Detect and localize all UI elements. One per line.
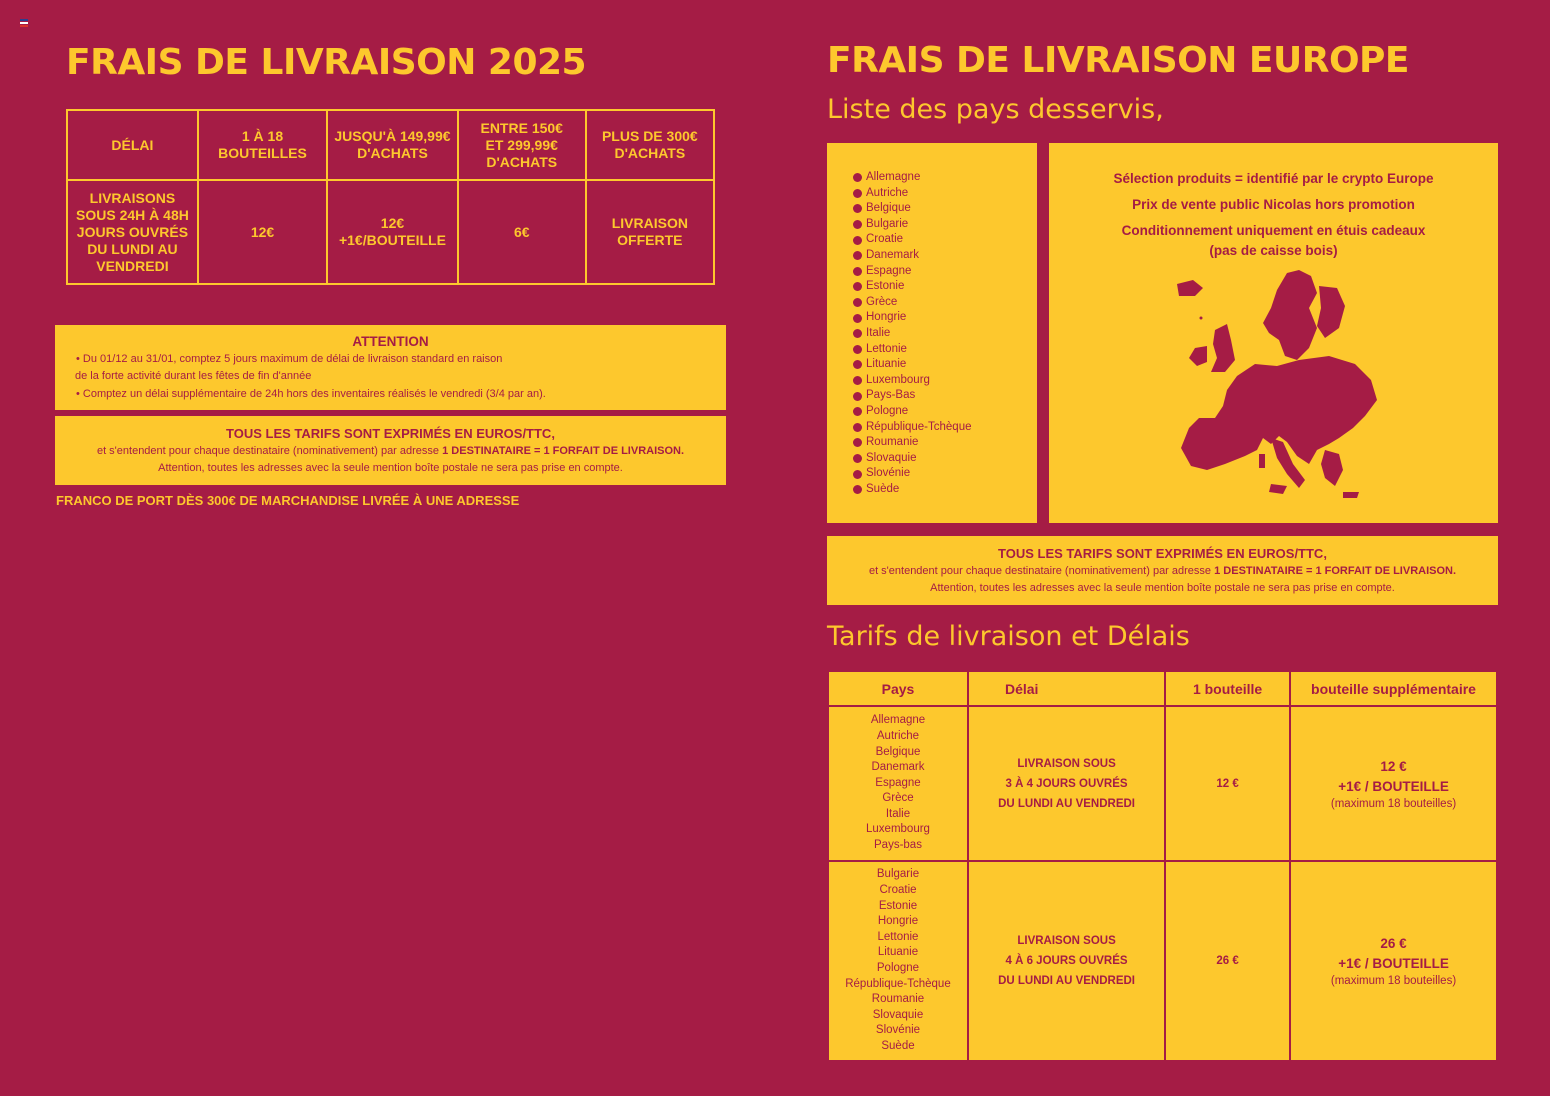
bullet-icon — [853, 407, 862, 416]
country-name: Pays-bas — [874, 839, 922, 852]
bullet-icon — [853, 298, 862, 307]
europe-map-icon — [1159, 268, 1389, 508]
bullet-icon — [853, 454, 862, 463]
country-name: Italie — [885, 807, 911, 820]
attention-line: • Du 01/12 au 31/01, comptez 5 jours maximum de délai de livraison standard en raison — [76, 353, 503, 365]
table-cell: 6€ — [458, 180, 586, 284]
attention-line: • Comptez un délai supplémentaire de 24h hors des inventaires réalisés le vendredi (3/4 par an). — [76, 388, 546, 400]
bullet-icon — [853, 236, 862, 245]
bullet-icon — [853, 376, 862, 385]
delay-line: DU LUNDI AU VENDREDI — [998, 975, 1136, 987]
country-name: Autriche — [866, 186, 909, 199]
table-header: DÉLAI — [67, 110, 198, 180]
tarifs-note-line: Attention, toutes les adresses avec la seule mention boîte postale ne sera pas prise en compte. — [930, 582, 1395, 594]
table-cell-delay — [968, 706, 1165, 861]
bullet-icon — [853, 423, 862, 432]
table-header: 1 bouteille — [1165, 671, 1290, 706]
country-item — [853, 357, 972, 373]
country-name: Pologne — [866, 404, 909, 417]
tarifs-note-title: TOUS LES TARIFS SONT EXPRIMÉS EN EUROS/TTC, — [226, 426, 555, 441]
country-item — [853, 326, 972, 342]
country-name: Lituanie — [866, 358, 907, 371]
tarifs-note-title: TOUS LES TARIFS SONT EXPRIMÉS EN EUROS/TTC, — [998, 546, 1327, 561]
table-row — [828, 861, 1497, 1061]
country-name: Roumanie — [871, 993, 925, 1006]
country-item — [853, 451, 972, 467]
extra-price: 12 € — [1380, 758, 1407, 774]
bullet-icon — [853, 470, 862, 479]
country-name: Pays-Bas — [866, 389, 916, 402]
country-name: Belgique — [875, 745, 921, 758]
bullet-icon — [853, 329, 862, 338]
country-name: Hongrie — [866, 311, 907, 324]
country-item — [853, 248, 972, 264]
table-cell-extra — [1290, 861, 1497, 1061]
page-title-left: FRAIS DE LIVRAISON 2025 — [66, 42, 587, 83]
tarifs-note-line — [55, 443, 726, 460]
country-name: Espagne — [866, 264, 912, 277]
table-cell-price: 26 € — [1165, 861, 1290, 1061]
bullet-icon — [853, 220, 862, 229]
country-name: Allemagne — [866, 171, 921, 183]
country-item — [853, 264, 972, 280]
country-item — [853, 232, 972, 248]
country-name: Slovaquie — [872, 1008, 924, 1021]
tarifs-note-line: Attention, toutes les adresses avec la seule mention boîte postale ne sera pas prise en compte. — [158, 462, 623, 474]
country-name: Allemagne — [870, 714, 926, 727]
table-cell-extra — [1290, 706, 1497, 861]
bullet-icon — [853, 392, 862, 401]
country-item — [853, 295, 972, 311]
country-name: Lettonie — [877, 930, 919, 943]
country-name: Slovénie — [866, 467, 911, 480]
country-name: République-Tchèque — [845, 977, 951, 990]
table-cell-delay — [968, 861, 1165, 1061]
country-name: Bulgarie — [876, 868, 920, 881]
delivery-fees-table — [66, 109, 715, 285]
country-item — [853, 342, 972, 358]
country-item — [853, 310, 972, 326]
country-item — [853, 201, 972, 217]
table-cell: 12€ — [198, 180, 327, 284]
tarifs-note-text: et s'entendent pour chaque destinataire (nominativement) par adresse — [868, 565, 1215, 577]
info-line: Prix de vente public Nicolas hors promotion — [1132, 197, 1415, 212]
country-name: Croatie — [866, 233, 904, 246]
country-name: Danemark — [866, 248, 920, 261]
table-header: bouteille supplémentaire — [1290, 671, 1497, 706]
country-name: Estonie — [866, 280, 905, 293]
country-name: Lituanie — [877, 946, 919, 959]
country-name: Suède — [866, 482, 900, 495]
country-item — [853, 279, 972, 295]
table-header: 1 À 18 BOUTEILLES — [198, 110, 327, 180]
country-name: Belgique — [866, 202, 911, 215]
extra-note: (maximum 18 bouteilles) — [1330, 797, 1457, 810]
bullet-icon — [853, 282, 862, 291]
country-name: Pologne — [876, 962, 920, 974]
country-name: Autriche — [876, 729, 920, 742]
country-name: Grèce — [866, 295, 898, 308]
table-cell-price: 12 € — [1165, 706, 1290, 861]
country-item — [853, 373, 972, 389]
country-name: Luxembourg — [866, 823, 930, 836]
bullet-icon — [853, 485, 862, 494]
countries-list — [853, 170, 972, 497]
country-name: Luxembourg — [866, 373, 930, 386]
table-cell-countries — [828, 861, 968, 1061]
table-header: PLUS DE 300€ D'ACHATS — [586, 110, 714, 180]
table-row — [828, 706, 1497, 861]
countries-subtitle: Liste des pays desservis, — [827, 94, 1164, 125]
country-item — [853, 217, 972, 233]
country-item — [853, 466, 972, 482]
info-line: Sélection produits = identifié par le crypto Europe — [1113, 171, 1434, 186]
country-name: Danemark — [871, 761, 925, 774]
bullet-icon — [853, 314, 862, 323]
country-name: Lettonie — [866, 342, 907, 355]
bullet-icon — [853, 251, 862, 260]
extra-note: (maximum 18 bouteilles) — [1330, 975, 1457, 987]
flag-icon — [20, 19, 28, 26]
countries-box — [827, 143, 1037, 523]
tarifs-note-line — [827, 563, 1498, 580]
country-name: Bulgarie — [866, 217, 909, 230]
extra-per-bottle: +1€ / BOUTEILLE — [1338, 956, 1449, 971]
info-line: Conditionnement uniquement en étuis cadeaux — [1121, 223, 1426, 238]
europe-info-box — [1049, 143, 1498, 523]
country-item — [853, 482, 972, 498]
delay-line: 3 À 4 JOURS OUVRÉS — [1005, 777, 1128, 790]
delay-line: DU LUNDI AU VENDREDI — [998, 797, 1136, 810]
country-name: Italie — [866, 326, 891, 339]
country-name: Roumanie — [866, 436, 919, 449]
country-name: Slovénie — [875, 1024, 921, 1037]
attention-box — [55, 325, 726, 410]
delay-line: 4 À 6 JOURS OUVRÉS — [1005, 955, 1128, 967]
country-name: Espagne — [875, 776, 921, 789]
bullet-icon — [853, 438, 862, 447]
attention-title: ATTENTION — [352, 334, 429, 349]
europe-rates-table — [827, 670, 1498, 1062]
table-header: Pays — [828, 671, 968, 706]
country-item — [853, 404, 972, 420]
tarifs-note-bold: 1 DESTINATAIRE = 1 FORFAIT DE LIVRAISON. — [1214, 565, 1457, 577]
country-item — [853, 420, 972, 436]
table-cell-countries — [828, 706, 968, 861]
franco-text: FRANCO DE PORT DÈS 300€ DE MARCHANDISE LIVRÉE À UNE ADRESSE — [56, 493, 520, 508]
country-name: Grèce — [882, 792, 914, 805]
country-item — [853, 435, 972, 451]
bullet-icon — [853, 267, 862, 276]
table-cell: LIVRAISON OFFERTE — [586, 180, 714, 284]
country-item — [853, 170, 972, 186]
tarifs-note-box — [55, 416, 726, 485]
extra-per-bottle: +1€ / BOUTEILLE — [1338, 778, 1449, 794]
table-cell: LIVRAISONS SOUS 24H À 48H JOURS OUVRÉS DU LUNDI AU VENDREDI — [67, 180, 198, 284]
country-name: Slovaquie — [866, 451, 917, 464]
section-title-tarifs: Tarifs de livraison et Délais — [827, 621, 1190, 652]
bullet-icon — [853, 173, 862, 182]
country-name: République-Tchèque — [866, 420, 972, 433]
table-header: JUSQU'À 149,99€ D'ACHATS — [327, 110, 458, 180]
table-cell: 12€ +1€/BOUTEILLE — [327, 180, 458, 284]
country-name: Suède — [881, 1039, 915, 1052]
country-name: Estonie — [878, 899, 918, 912]
table-header: ENTRE 150€ ET 299,99€ D'ACHATS — [458, 110, 586, 180]
tarifs-note-text: et s'entendent pour chaque destinataire (nominativement) par adresse — [96, 445, 443, 457]
attention-line: de la forte activité durant les fêtes de fin d'année — [75, 370, 312, 382]
country-item — [853, 388, 972, 404]
country-item — [853, 186, 972, 202]
delay-line: LIVRAISON SOUS — [1017, 757, 1116, 770]
bullet-icon — [853, 360, 862, 369]
delay-line: LIVRAISON SOUS — [1017, 935, 1116, 947]
page-title-right: FRAIS DE LIVRAISON EUROPE — [827, 40, 1410, 81]
tarifs-note-box-europe — [827, 536, 1498, 605]
country-name: Croatie — [879, 884, 917, 897]
info-line: (pas de caisse bois) — [1209, 243, 1338, 258]
bullet-icon — [853, 189, 862, 198]
extra-price: 26 € — [1380, 936, 1407, 951]
bullet-icon — [853, 204, 862, 213]
table-header: Délai — [968, 671, 1165, 706]
tarifs-note-bold: 1 DESTINATAIRE = 1 FORFAIT DE LIVRAISON. — [442, 445, 685, 457]
country-name: Hongrie — [877, 915, 919, 928]
bullet-icon — [853, 345, 862, 354]
